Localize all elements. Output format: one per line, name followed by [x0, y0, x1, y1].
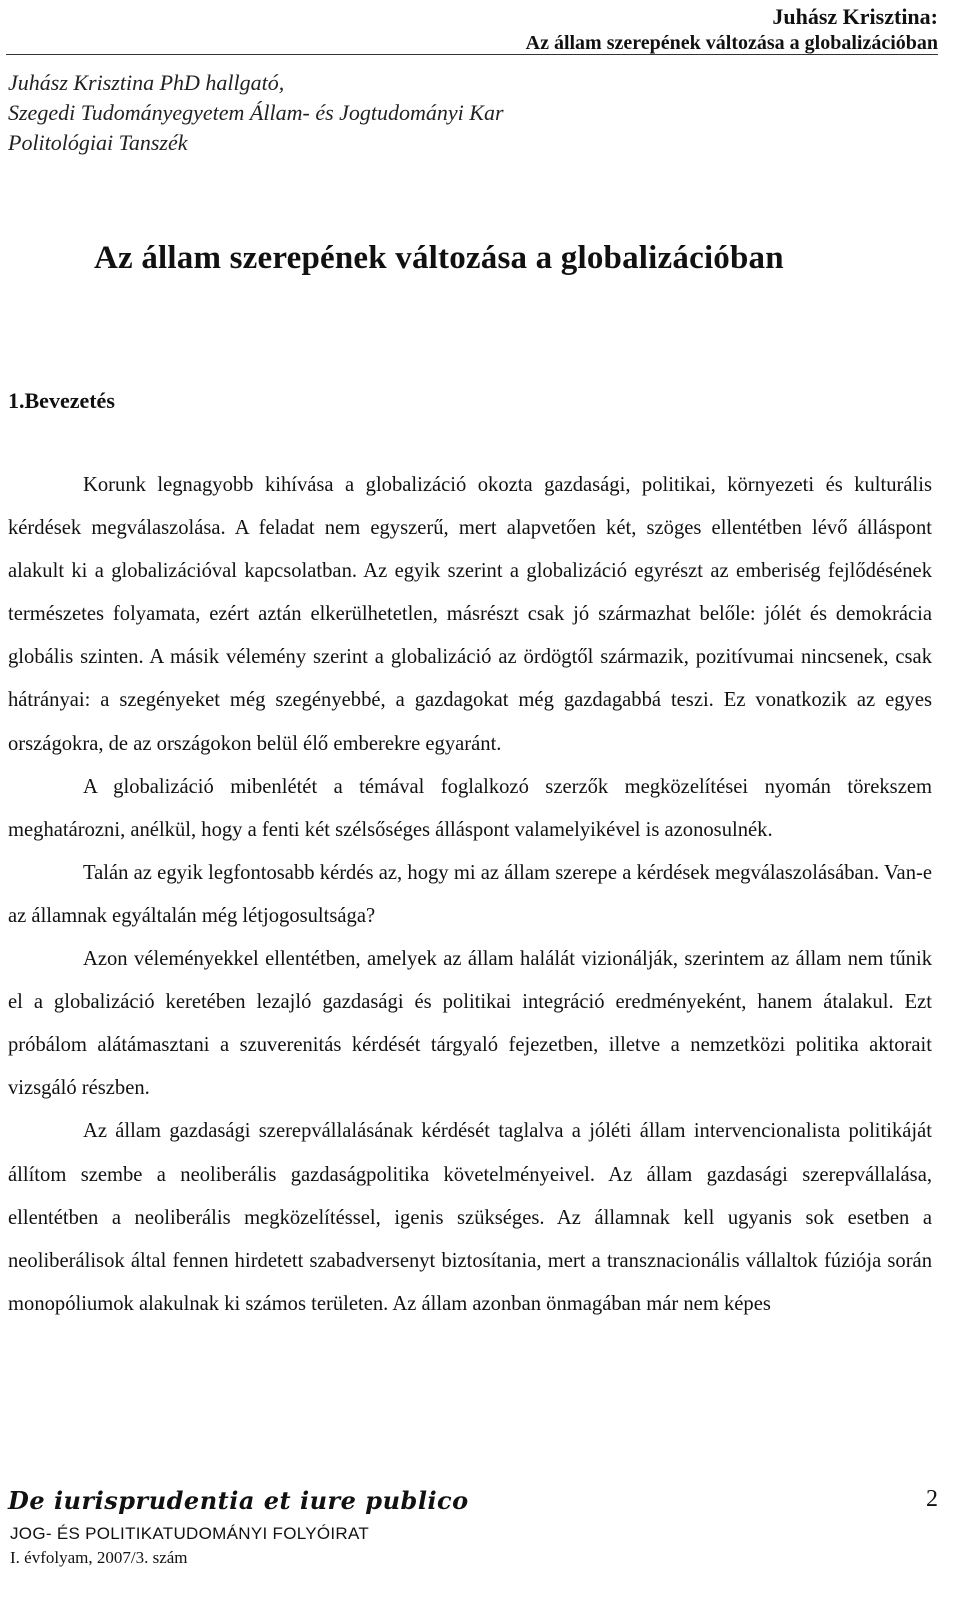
- journal-issue: I. évfolyam, 2007/3. szám: [10, 1548, 188, 1567]
- author-block: [8, 68, 504, 158]
- paragraph: Az állam gazdasági szerepvállalásának kérdését taglalva a jóléti állam intervencionalista politikáját állítom szembe a neoliberális gazdaságpolitika követelményeivel. Az állam gazdasági szerepvállalása, ellentétben a neoliberális megközelítéssel, igenis szükséges. Az államnak kell ugyanis sok esetben a neoliberálisok által fennen hirdetett szabadversenyt biztosítania, mert a transznacionális vállaltok fúziója során monopóliumok alakulnak ki számos területen. Az állam azonban önmagában már nem képes: [8, 1120, 932, 1315]
- author-department: Politológiai Tanszék: [8, 130, 188, 155]
- paragraph: A globalizáció mibenlétét a témával foglalkozó szerzők megközelítései nyomán törekszem meghatározni, anélkül, hogy a fenti két szélsőséges álláspont valamelyikével is azonosulnék.: [8, 775, 932, 841]
- page-title: Az állam szerepének változása a globalizációban: [94, 240, 784, 276]
- author-name: Juhász Krisztina PhD hallgató,: [8, 70, 285, 95]
- journal-subtitle: JOG- ÉS POLITIKATUDOMÁNYI FOLYÓIRAT: [10, 1524, 370, 1543]
- paragraph: Azon véleményekkel ellentétben, amelyek az állam halálát vizionálják, szerintem az állam nem tűnik el a globalizáció keretében lezajló gazdasági és politikai integráció eredményeként, hanem átalakul. Ezt próbálom alátámasztani a szuverenitás kérdését tárgyaló fejezetben, illetve a nemzetközi politika aktorait vizsgáló részben.: [8, 948, 932, 1100]
- running-header: [526, 4, 938, 56]
- body-text: [8, 464, 932, 1326]
- paragraph: Korunk legnagyobb kihívása a globalizáció okozta gazdasági, politikai, környezeti és kulturális kérdések megválaszolása. A feladat nem egyszerű, mert alapvetően két, szöges ellentétben lévő álláspont alakult ki a globalizációval kapcsolatban. Az egyik szerint a globalizáció egyrészt az emberiség fejlődésének természetes folyamata, ezért aztán elkerülhetetlen, másrészt csak jó származhat belőle: jólét és demokrácia globális szinten. A másik vélemény szerint a globalizáció az ördögtől származik, pozitívumai nincsenek, csak hátrányai: a szegényeket még szegényebbé, a gazdagokat még gazdagabbá teszi. Ez vonatkozik az egyes országokra, de az országokon belül élő emberekre egyaránt.: [8, 474, 932, 755]
- running-header-author: Juhász Krisztina:: [772, 4, 938, 29]
- author-affiliation: Szegedi Tudományegyetem Állam- és Jogtudományi Kar: [8, 100, 504, 125]
- paragraph: Talán az egyik legfontosabb kérdés az, hogy mi az állam szerepe a kérdések megválaszolásában. Van-e az államnak egyáltalán még létjogosultsága?: [8, 861, 932, 927]
- header-divider: [6, 54, 938, 55]
- section-heading: 1.Bevezetés: [8, 388, 115, 413]
- journal-logo: De iurisprudentia et iure publico: [8, 1486, 469, 1515]
- running-header-title: Az állam szerepének változása a globalizációban: [525, 32, 938, 54]
- page-number: 2: [926, 1486, 938, 1512]
